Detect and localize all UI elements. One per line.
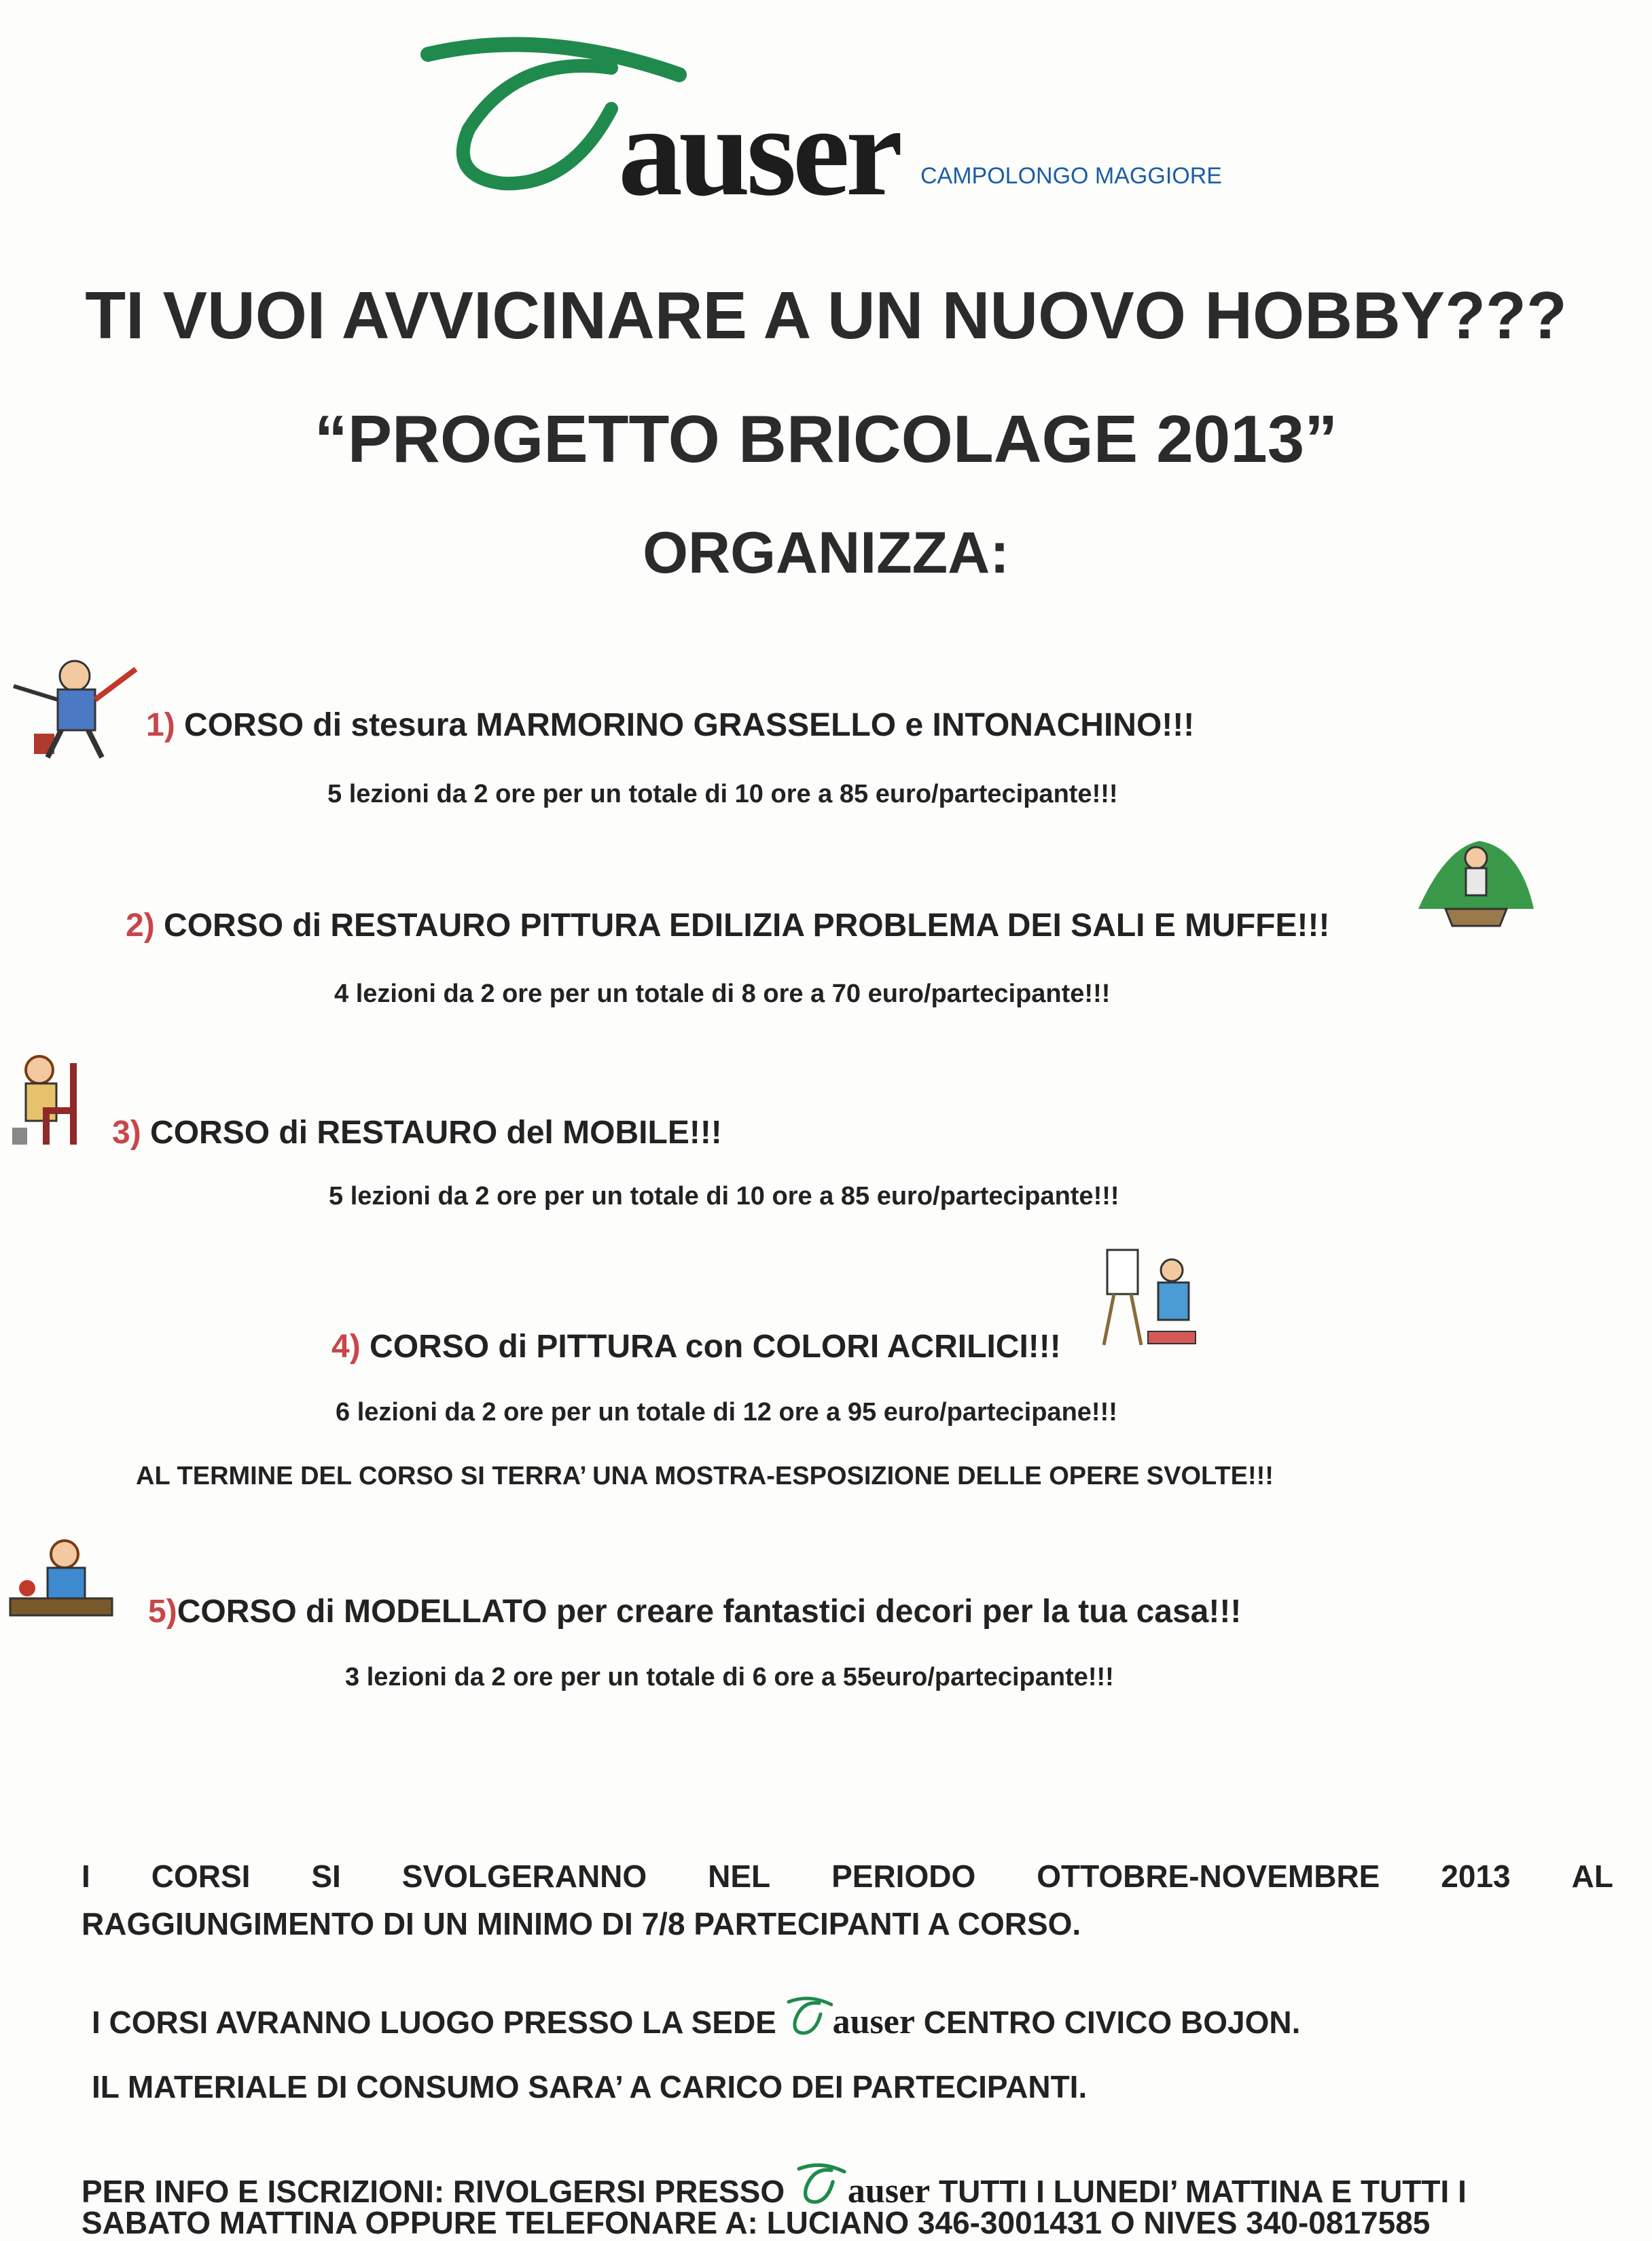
- footer-location-line: I CORSI AVRANNO LUOGO PRESSO LA SEDE auser CENTRO CIVICO BOJON.: [92, 1994, 1300, 2042]
- modeller-clipart-icon: [3, 1534, 115, 1629]
- course-2-title: 2) CORSO di RESTAURO PITTURA EDILIZIA PROBLEMA DEI SALI E MUFFE!!!: [126, 908, 1330, 944]
- course-2-detail: 4 lezioni da 2 ore per un totale di 8 ore a 70 euro/partecipante!!!: [334, 980, 1111, 1008]
- auser-swoosh-icon: [793, 2160, 848, 2206]
- logo-subtitle: CAMPOLONGO MAGGIORE: [920, 163, 1222, 189]
- headline-organizza: ORGANIZZA:: [643, 520, 1009, 586]
- headline-question: TI VUOI AVVICINARE A UN NUOVO HOBBY???: [85, 278, 1567, 353]
- footer-info-line: PER INFO E ISCRIZIONI: RIVOLGERSI PRESSO auser TUTTI I LUNEDI’ MATTINA E TUTTI I: [82, 2160, 1467, 2211]
- course-5-detail: 3 lezioni da 2 ore per un totale di 6 ore a 55euro/partecipante!!!: [345, 1663, 1114, 1691]
- inline-auser-logo-2: auser: [793, 2160, 930, 2211]
- worker-on-floor-clipart-icon: [1418, 834, 1534, 929]
- course-1-title: 1) CORSO di stesura MARMORINO GRASSELLO e INTONACHINO!!!: [146, 707, 1195, 743]
- course-4-title: 4) CORSO di PITTURA con COLORI ACRILICI!!!: [331, 1329, 1061, 1365]
- headline-project: “PROGETTO BRICOLAGE 2013”: [314, 401, 1338, 476]
- inline-auser-logo: auser: [785, 1994, 915, 2042]
- course-4-note: AL TERMINE DEL CORSO SI TERRA’ UNA MOSTRA-ESPOSIZIONE DELLE OPERE SVOLTE!!!: [136, 1462, 1274, 1490]
- course-3-title: 3) CORSO di RESTAURO del MOBILE!!!: [112, 1115, 722, 1151]
- auser-swoosh-icon: [785, 1994, 833, 2037]
- course-4-detail: 6 lezioni da 2 ore per un totale di 12 ore a 95 euro/partecipane!!!: [336, 1398, 1117, 1427]
- logo-wordmark: auser: [618, 80, 899, 223]
- painter-clipart-icon: [0, 645, 143, 761]
- course-5-title: 5)CORSO di MODELLATO per creare fantastici decori per la tua casa!!!: [148, 1594, 1242, 1630]
- footer-period-line-2: RAGGIUNGIMENTO DI UN MINIMO DI 7/8 PARTECIPANTI A CORSO.: [82, 1906, 1081, 1941]
- footer-period-line: I CORSI SI SVOLGERANNO NEL PERIODO OTTOBRE-NOVEMBRE 2013 AL: [82, 1859, 1613, 1894]
- furniture-restorer-clipart-icon: [5, 1050, 97, 1151]
- footer-info-line-2: SABATO MATTINA OPPURE TELEFONARE A: LUCIANO 346-3001431 O NIVES 340-0817585: [82, 2205, 1431, 2240]
- footer-material-line: IL MATERIALE DI CONSUMO SARA’ A CARICO DEI PARTECIPANTI.: [92, 2069, 1088, 2104]
- course-1-detail: 5 lezioni da 2 ore per un totale di 10 ore a 85 euro/partecipante!!!: [327, 780, 1118, 808]
- auser-logo: [408, 27, 1223, 223]
- easel-painter-clipart-icon: [1100, 1243, 1202, 1352]
- course-3-detail: 5 lezioni da 2 ore per un totale di 10 ore a 85 euro/partecipante!!!: [329, 1182, 1119, 1211]
